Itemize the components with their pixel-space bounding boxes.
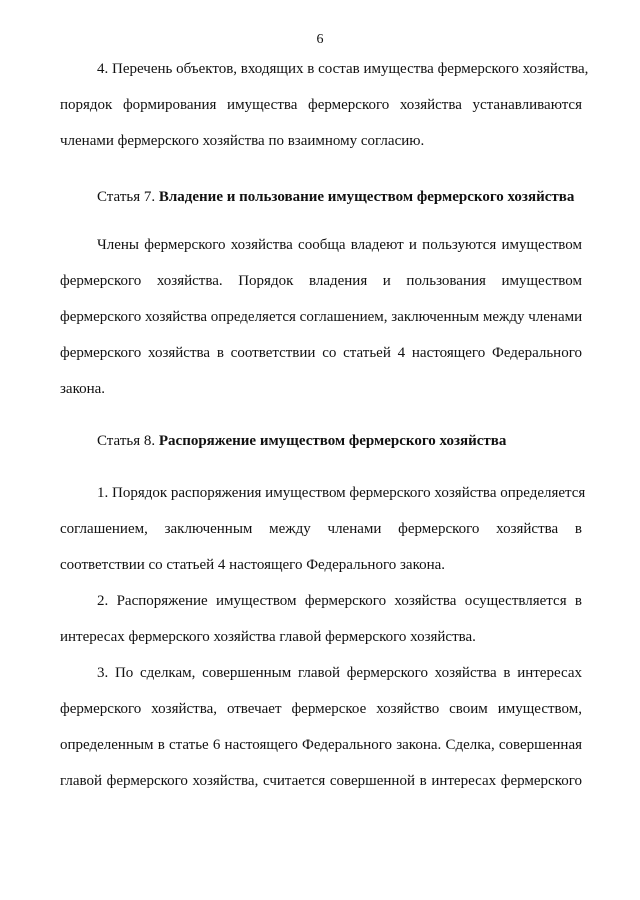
paragraph-line: 1. Порядок распоряжения имуществом фермерского хозяйства определяется <box>97 485 586 501</box>
paragraph-line: 4. Перечень объектов, входящих в состав имущества фермерского хозяйства, <box>97 61 589 77</box>
paragraph-line: Члены фермерского хозяйства сообща владеют и пользуются имуществом <box>97 237 582 253</box>
paragraph-line: фермерского хозяйства в соответствии со статьей 4 настоящего Федерального <box>60 345 582 361</box>
article-7-title: Владение и пользование имуществом фермерского хозяйства <box>158 189 575 205</box>
paragraph-line: 3. По сделкам, совершенным главой фермерского хозяйства в интересах <box>97 665 582 681</box>
paragraph-line: главой фермерского хозяйства, считается совершенной в интересах фермерского <box>60 773 582 789</box>
paragraph-line: фермерского хозяйства, отвечает фермерское хозяйство своим имуществом, <box>60 701 582 717</box>
paragraph-line: 2. Распоряжение имуществом фермерского хозяйства осуществляется в <box>97 593 582 609</box>
article-7-prefix: Статья 7. <box>97 189 159 205</box>
paragraph-line: фермерского хозяйства. Порядок владения и пользования имуществом <box>60 273 582 289</box>
article-7-heading <box>97 188 574 206</box>
paragraph-line: фермерского хозяйства определяется соглашением, заключенным между членами <box>60 309 583 325</box>
paragraph-line: закона. <box>60 381 106 397</box>
paragraph-line: членами фермерского хозяйства по взаимному согласию. <box>60 133 425 149</box>
article-8-title: Распоряжение имуществом фермерского хозяйства <box>158 433 507 449</box>
article-8-heading <box>97 432 506 450</box>
paragraph-line: определенным в статье 6 настоящего Федерального закона. Сделка, совершенная <box>60 737 582 753</box>
paragraph-line: соответствии со статьей 4 настоящего Федерального закона. <box>60 557 446 573</box>
article-8-prefix: Статья 8. <box>97 433 159 449</box>
paragraph-line: соглашением, заключенным между членами фермерского хозяйства в <box>60 521 582 537</box>
paragraph-line: интересах фермерского хозяйства главой фермерского хозяйства. <box>60 629 476 645</box>
page-number: 6 <box>316 32 324 47</box>
paragraph-line: порядок формирования имущества фермерского хозяйства устанавливаются <box>60 97 582 113</box>
